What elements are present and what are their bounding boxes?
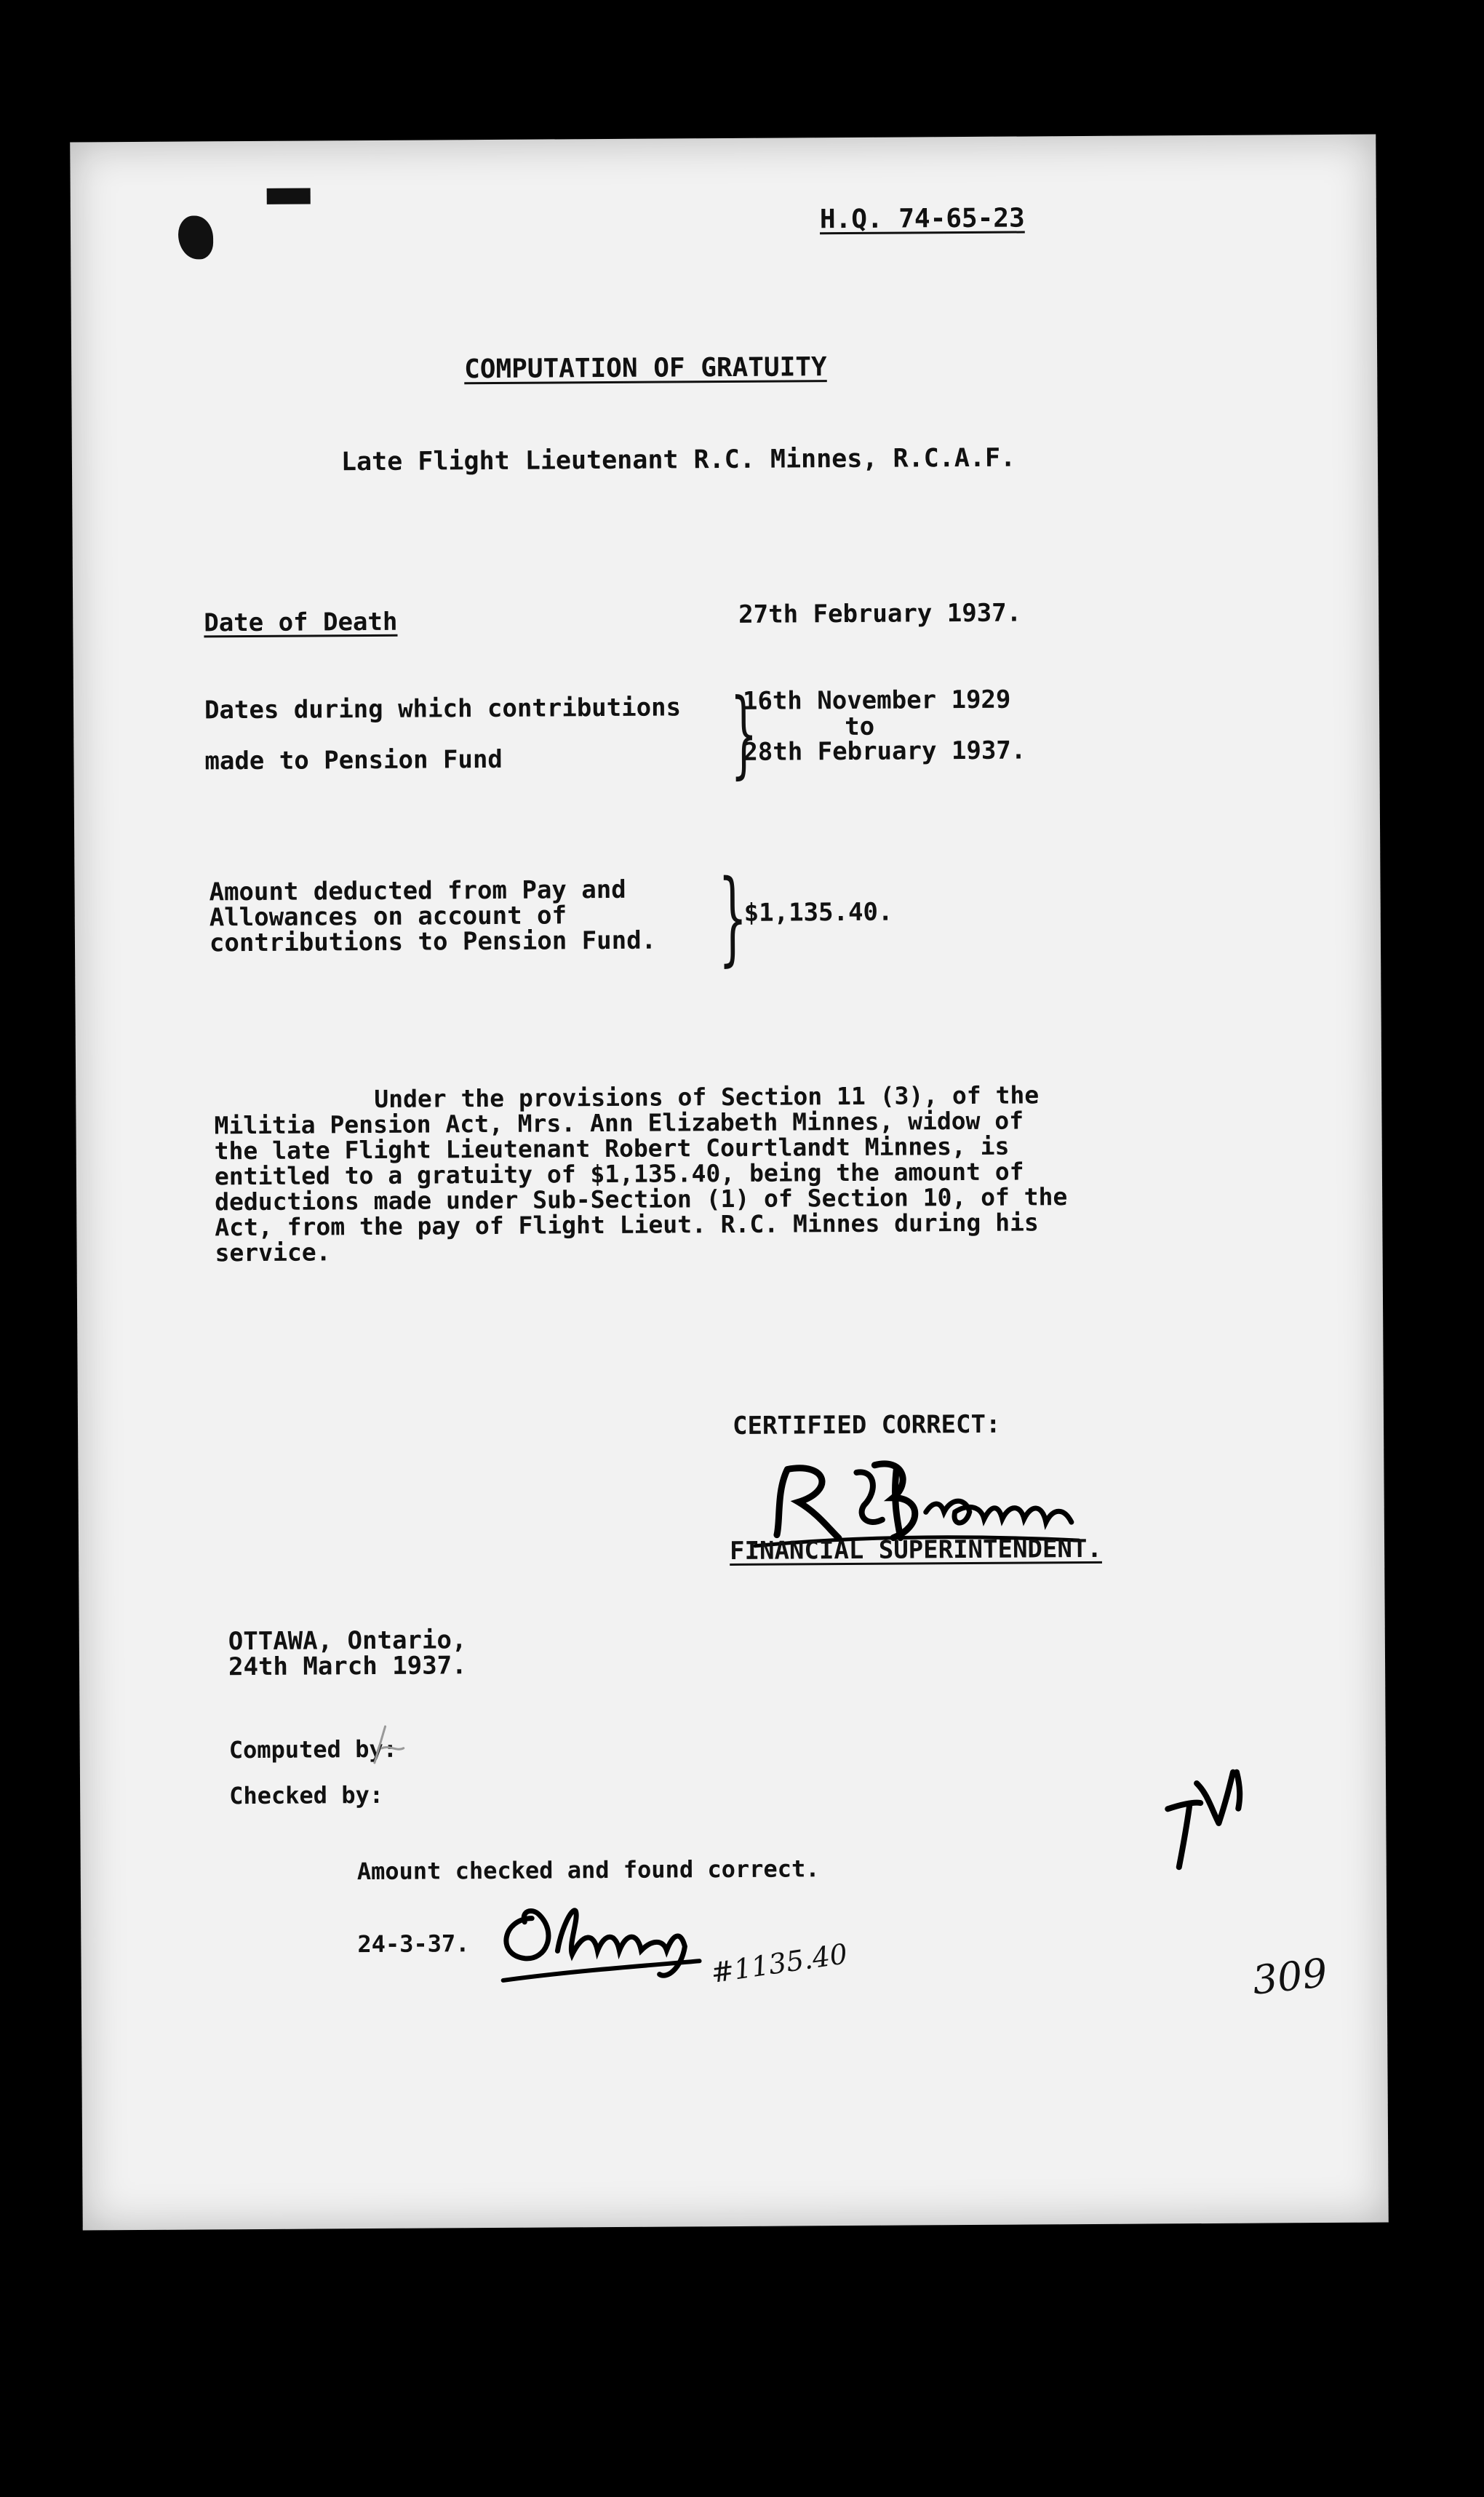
death-date-value: 27th February 1937. [738,598,1022,629]
page-title: COMPUTATION OF GRATUITY [464,352,827,385]
deduction-label-line2: Allowances on account of [209,901,567,933]
top-left-stamp [267,188,311,204]
file-number: H.Q. 74-65-23 [819,203,1025,235]
contributions-label-line2: made to Pension Fund [204,744,503,776]
certified-correct-label: CERTIFIED CORRECT: [732,1409,1001,1441]
audit-date: 24-3-37. [357,1930,470,1959]
contributions-until-date: 28th February 1937. [743,736,1026,767]
contributions-label-line1: Dates during which contributions [204,693,682,725]
contributions-to: to [845,712,875,742]
contributions-brace: } [730,677,758,789]
margin-initials [1157,1765,1259,1878]
deduction-brace: } [717,858,748,978]
document-page [70,135,1388,2231]
deduction-label-line1: Amount deducted from Pay and [209,875,626,907]
computed-by-initials [367,1719,410,1773]
contributions-from-date: 16th November 1929 [742,685,1011,716]
corner-ink-blot [178,215,213,259]
subject-line: Late Flight Lieutenant R.C. Minnes, R.C.A.F. [340,443,1016,477]
deduction-amount: $1,135.40. [743,897,893,928]
page-number-handwritten: 309 [1250,1949,1330,2004]
checked-by-label: Checked by: [229,1780,384,1810]
computed-by-label: Computed by: [228,1735,398,1764]
death-date-label: Date of Death [204,607,398,638]
place-line: OTTAWA, Ontario, [228,1625,467,1657]
financial-superintendent-title: FINANCIAL SUPERINTENDENT. [729,1534,1102,1566]
amount-checked-text: Amount checked and found correct. [356,1855,820,1886]
body-paragraph: Under the provisions of Section 11 (3), of the Militia Pension Act, Mrs. Ann Elizabeth Minnes, widow of the late Flight Lieutenant Robert Courtlandt Minnes, is entitled to a gratuity of $1,135.40, being the amount of deductions made under Sub-Section (1) of Section 10, of the Act, from the pay of Flight Lieut. R.C. Minnes during his service. [214,1080,1068,1267]
date-line: 24th March 1937. [228,1651,467,1682]
amount-note-handwritten: #1135.40 [709,1938,850,1990]
deduction-label-line3: contributions to Pension Fund. [209,925,657,958]
